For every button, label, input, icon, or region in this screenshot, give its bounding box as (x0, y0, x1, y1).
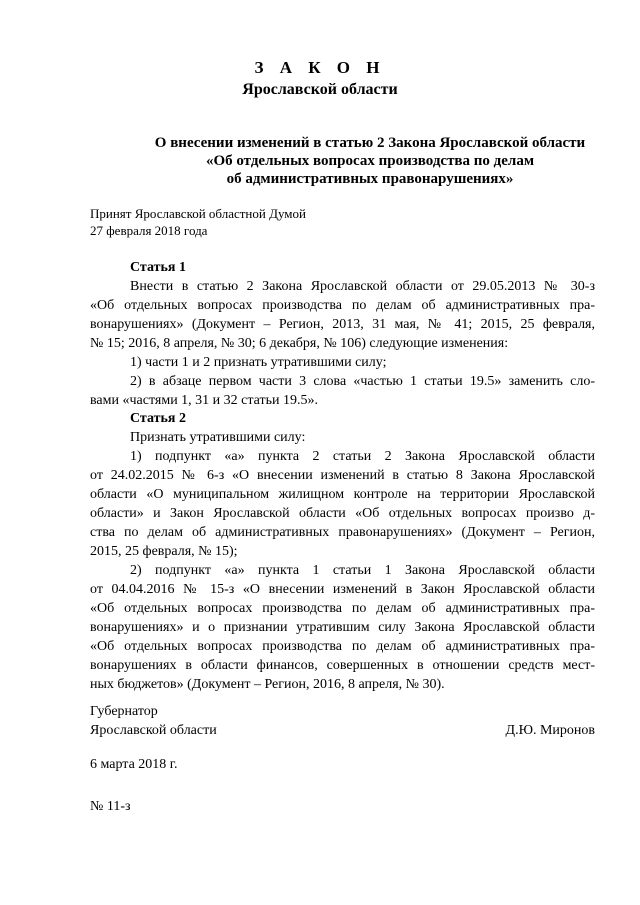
article-line: вонарушениях в области финансов, совершенных в отношении средств мест- (90, 658, 595, 673)
region-subtitle: Ярославской области (242, 81, 398, 98)
article-line: области «О муниципальном жилищном контроле на территории Ярославской (90, 487, 595, 502)
article-line: 1) подпункт «а» пункта 2 статьи 2 Закона Ярославской области (130, 449, 595, 464)
article-line: Признать утратившими силу: (130, 430, 306, 445)
law-title-line: об административных правонарушениях» (226, 171, 514, 187)
article-line: вами «частями 1, 31 и 32 статьи 19.5». (90, 393, 319, 408)
article-line: 2) в абзаце первом части 3 слова «частью 1 статьи 19.5» заменить сло- (130, 374, 595, 389)
law-number: № 11-з (90, 799, 131, 814)
signing-date: 6 марта 2018 г. (90, 757, 178, 772)
adoption-note (90, 205, 306, 239)
article-line: № 15; 2016, 8 апреля, № 30; 6 декабря, № 106) следующие изменения: (90, 336, 509, 351)
article-line: «Об отдельных вопросах производства по делам об административных пра- (90, 298, 595, 313)
signature-block (90, 702, 595, 740)
article-heading: Статья 2 (130, 411, 186, 426)
law-title-line: О внесении изменений в статью 2 Закона Ярославской области (154, 135, 586, 151)
article-line: вонарушениях» и о признании утратившим силу Закона Ярославской области (90, 620, 595, 635)
document-type-title: З А К О Н (254, 58, 386, 77)
article-line: 1) части 1 и 2 признать утратившими силу; (130, 355, 387, 370)
article-line: от 24.02.2015 № 6-з «О внесении изменений в статью 8 Закона Ярославской (90, 468, 595, 483)
adoption-body: Принят Ярославской областной Думой (90, 206, 306, 221)
signatory-name: Д.Ю. Миронов (505, 723, 595, 738)
article-line: «Об отдельных вопросах производства по делам об административных пра- (90, 639, 595, 654)
article-1 (90, 258, 595, 410)
article-line: вонарушениях» (Документ – Регион, 2013, 31 мая, № 41; 2015, 25 февраля, (90, 317, 595, 332)
adoption-date: 27 февраля 2018 года (90, 223, 208, 238)
article-line: от 04.04.2016 № 15-з «О внесении изменений в Закон Ярославской области (90, 582, 595, 597)
article-line: области» и Закон Ярославской области «Об отдельных вопросах произво д- (90, 506, 595, 521)
signature-row (90, 721, 595, 740)
law-title (120, 134, 620, 188)
article-line: «Об отдельных вопросах производства по делам об административных пра- (90, 601, 595, 616)
article-line: 2015, 25 февраля, № 15); (90, 544, 238, 559)
signatory-region: Ярославской области (90, 723, 217, 738)
article-line: Внести в статью 2 Закона Ярославской области от 29.05.2013 № 30-з (130, 279, 595, 294)
law-title-line: «Об отдельных вопросах производства по делам (205, 153, 535, 169)
article-line: ных бюджетов» (Документ – Регион, 2016, 8 апреля, № 30). (90, 677, 445, 692)
article-line: ства по делам об административных правонарушениях» (Документ – Регион, (90, 525, 595, 540)
article-heading: Статья 1 (130, 260, 186, 275)
signatory-position: Губернатор (90, 704, 158, 719)
article-line: 2) подпункт «а» пункта 1 статьи 1 Закона Ярославской области (130, 563, 595, 578)
article-2 (90, 409, 595, 694)
